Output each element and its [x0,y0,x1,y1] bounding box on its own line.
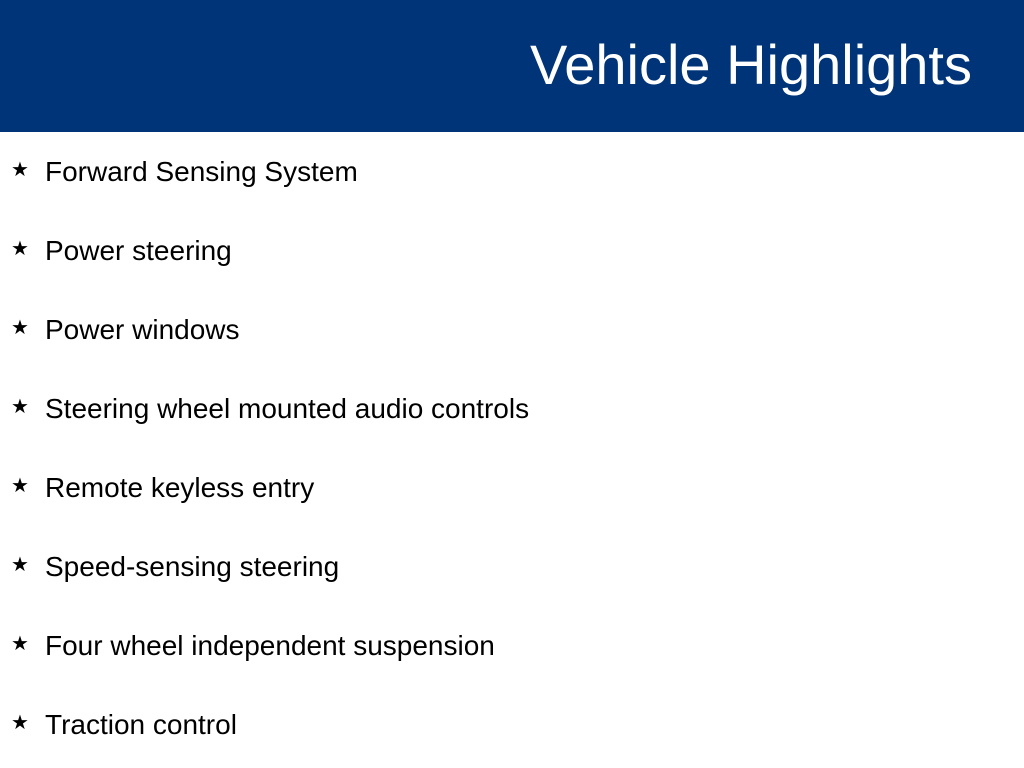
feature-item [0,467,529,546]
star-icon: ★ [11,631,29,655]
star-icon: ★ [11,552,29,576]
feature-item [0,151,529,230]
feature-label: Steering wheel mounted audio controls [45,393,530,424]
feature-label: Traction control [45,709,237,740]
slide-title: Vehicle Highlights [529,33,972,96]
feature-label: Four wheel independent suspension [45,630,495,661]
feature-item [0,546,529,625]
feature-label: Speed-sensing steering [45,551,340,582]
star-icon: ★ [11,236,29,260]
star-icon: ★ [11,473,29,497]
feature-item [0,309,529,388]
feature-label: Power steering [45,235,232,266]
star-icon: ★ [11,710,29,734]
feature-list [0,151,529,768]
star-icon: ★ [11,315,29,339]
star-icon: ★ [11,394,29,418]
feature-label: Remote keyless entry [45,472,315,503]
feature-label: Forward Sensing System [45,156,358,187]
feature-item [0,230,529,309]
star-icon: ★ [11,157,29,181]
header-band [0,0,1024,132]
feature-label: Power windows [45,314,240,345]
feature-item [0,625,529,704]
feature-item [0,388,529,467]
feature-item [0,704,529,768]
